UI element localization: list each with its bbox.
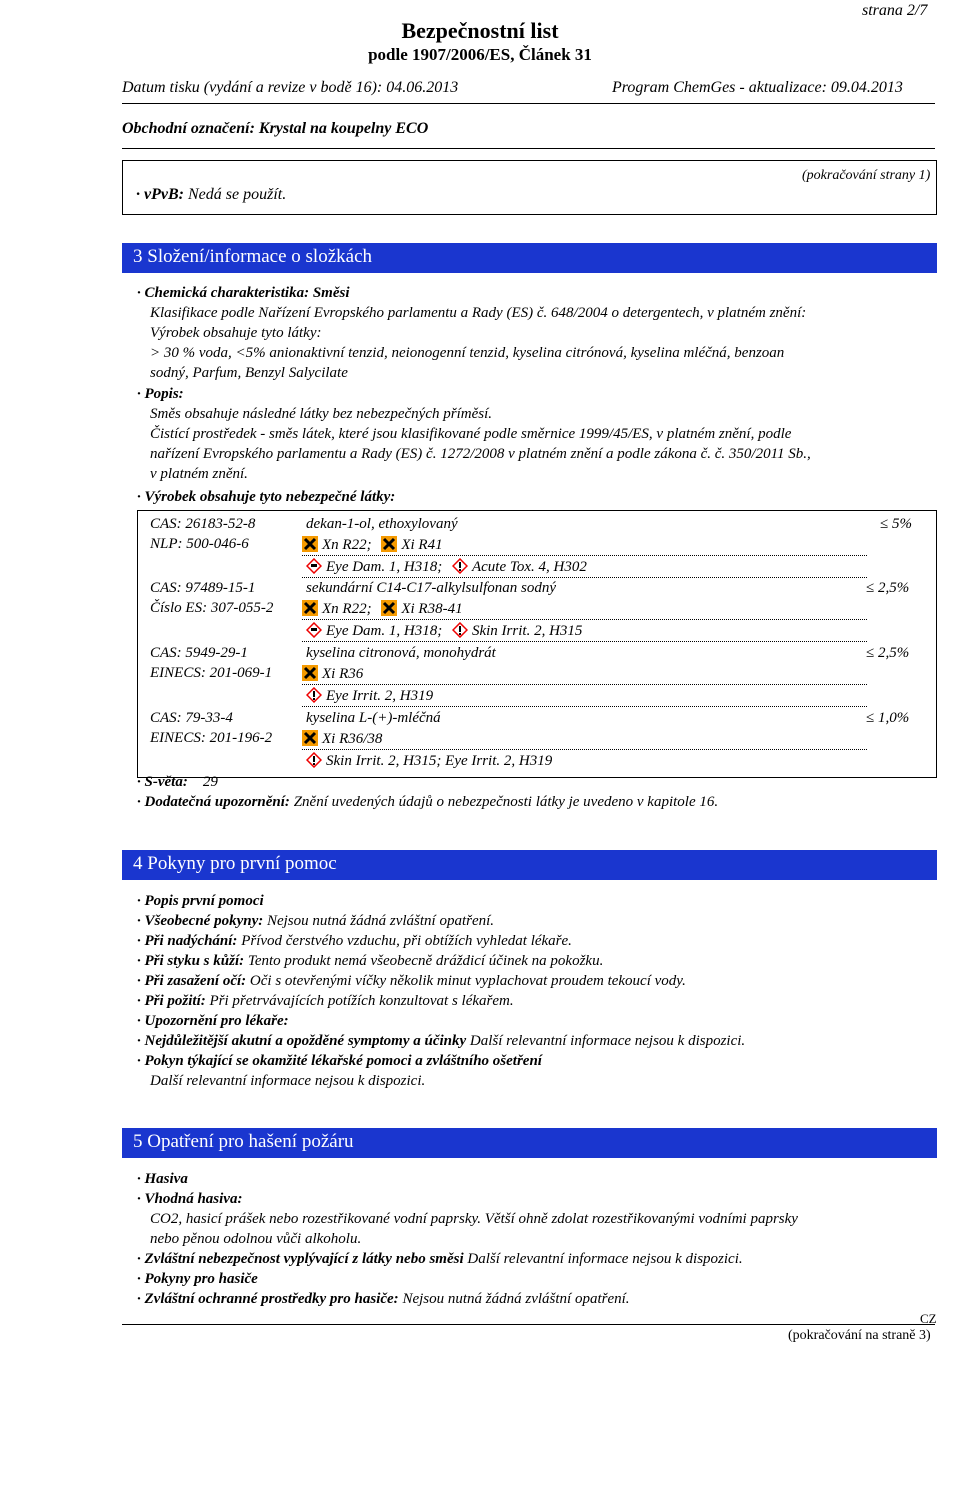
s4-l4-value: Tento produkt nemá všeobecně dráždicí účinek na pokožku. bbox=[247, 953, 604, 969]
s4-line9: · Pokyn týkající se okamžité lékařské pomoci a zvláštního ošetření bbox=[137, 1053, 542, 1069]
s4-l4-label: · Při styku s kůží: bbox=[137, 953, 245, 969]
s5-l5-label: · Zvláštní nebezpečnost vyplývající z látky nebo směsi bbox=[137, 1251, 464, 1267]
sub2-dsd-text: Xn R22; bbox=[322, 601, 372, 617]
s4-line3 bbox=[137, 933, 572, 950]
page-number: strana 2/7 bbox=[862, 2, 928, 19]
additional-value: Znění uvedených údajů o nebezpečnosti látky je uvedeno v kapitole 16. bbox=[293, 794, 719, 810]
s4-l5-label: · Při zasažení očí: bbox=[137, 973, 247, 989]
s4-l2-label: · Všeobecné pokyny: bbox=[137, 913, 264, 929]
sub4-pct bbox=[866, 710, 909, 727]
le-symbol: ≤ bbox=[880, 516, 889, 532]
sub4-dsd bbox=[302, 730, 382, 748]
s5-line6: · Pokyny pro hasiče bbox=[137, 1271, 258, 1287]
sub2-name: sekundární C14-C17-alkylsulfonan sodný bbox=[306, 580, 556, 596]
header-rule-2 bbox=[122, 148, 935, 149]
exclamation-icon bbox=[306, 752, 322, 768]
s-sentence-label: · S-věta: bbox=[137, 774, 188, 790]
dangerous-substances-label: · Výrobek obsahuje tyto nebezpečné látky: bbox=[137, 489, 396, 505]
harmful-x-icon bbox=[302, 600, 318, 616]
irritant-x-icon bbox=[381, 536, 397, 552]
corrosion-icon bbox=[306, 622, 322, 638]
section-4-header bbox=[122, 850, 937, 880]
s3-line4: sodný, Parfum, Benzyl Salycilate bbox=[150, 365, 348, 381]
sub3-id1: CAS: 5949-29-1 bbox=[150, 645, 248, 661]
sub3-dsd-text: Xi R36 bbox=[322, 666, 364, 682]
s5-line4: nebo pěnou odolnou vůči alkoholu. bbox=[150, 1231, 362, 1247]
s5-line2: · Vhodná hasiva: bbox=[137, 1191, 243, 1207]
vpvb-row bbox=[136, 186, 286, 204]
sub1-dsd2-text: Xi R41 bbox=[401, 537, 443, 553]
s-sentence-value: 29 bbox=[202, 774, 218, 790]
popis-label: · Popis: bbox=[137, 386, 184, 402]
s4-line10: Další relevantní informace nejsou k dispozici. bbox=[150, 1073, 426, 1089]
sub1-id1: CAS: 26183-52-8 bbox=[150, 516, 256, 532]
sub3-name: kyselina citronová, monohydrát bbox=[306, 645, 496, 661]
sub4-id1: CAS: 79-33-4 bbox=[150, 710, 233, 726]
vpvb-value: Nedá se použít. bbox=[187, 186, 287, 203]
s3-line3: > 30 % voda, <5% anionaktivní tenzid, neionogenní tenzid, kyselina citrónová, kyselina mléčná, benzoan bbox=[150, 345, 785, 361]
document-title: Bezpečnostní list bbox=[401, 18, 559, 43]
footer-rule bbox=[122, 1324, 935, 1325]
additional-label: · Dodatečná upozornění: bbox=[137, 794, 290, 810]
s3-line2: Výrobek obsahuje tyto látky: bbox=[150, 325, 322, 341]
s5-line5 bbox=[137, 1251, 743, 1268]
le-symbol: ≤ bbox=[866, 580, 875, 596]
s3-line5: Směs obsahuje následné látky bez nebezpečných příměsí. bbox=[150, 406, 492, 422]
s3-line6: Čistící prostředek - směs látek, které jsou klasifikované podle směrnice 1999/45/ES, v platném znění, podle bbox=[150, 426, 792, 442]
s5-l5-value: Další relevantní informace nejsou k dispozici. bbox=[467, 1251, 743, 1267]
sub1-clp2: Acute Tox. 4, H302 bbox=[471, 559, 587, 575]
sub3-dsd bbox=[302, 665, 363, 683]
sub1-pct bbox=[880, 516, 912, 533]
sub1-id2: NLP: 500-046-6 bbox=[150, 536, 249, 552]
s5-line7 bbox=[137, 1291, 630, 1308]
sub4-rule1 bbox=[302, 749, 867, 750]
footer-continuation: (pokračování na straně 3) bbox=[788, 1328, 931, 1343]
sub1-rule2 bbox=[302, 577, 867, 578]
sub1-pct-value: 5% bbox=[891, 516, 912, 532]
s4-line7: · Upozornění pro lékaře: bbox=[137, 1013, 289, 1029]
sub3-rule2 bbox=[302, 706, 867, 707]
s4-l8-label: · Nejdůležitější akutní a opožděné symptomy a účinky bbox=[137, 1033, 467, 1049]
section-5-header bbox=[122, 1128, 937, 1158]
sub2-id2: Číslo ES: 307-055-2 bbox=[150, 600, 274, 616]
sub2-clp2: Skin Irrit. 2, H315 bbox=[471, 623, 583, 639]
irritant-x-icon bbox=[302, 730, 318, 746]
header-rule bbox=[122, 103, 935, 104]
sub1-dsd bbox=[302, 536, 443, 554]
sub1-dsd-text: Xn R22; bbox=[322, 537, 372, 553]
vpvb-label: · vPvB: bbox=[136, 186, 184, 203]
s4-l3-value: Přívod čerstvého vzduchu, při obtížích vyhledat lékaře. bbox=[241, 933, 572, 949]
exclamation-icon bbox=[452, 558, 468, 574]
section-5-title: 5 Opatření pro hašení požáru bbox=[133, 1131, 354, 1152]
sub3-rule1 bbox=[302, 684, 867, 685]
sub2-clp1: Eye Dam. 1, H318; bbox=[326, 623, 443, 639]
section-3-header bbox=[122, 243, 937, 273]
s4-line6 bbox=[137, 993, 514, 1010]
print-date: Datum tisku (vydání a revize v bodě 16): 04.06.2013 bbox=[122, 79, 459, 96]
sub4-pct-value: 1,0% bbox=[877, 710, 910, 726]
s4-l2-value: Nejsou nutná žádná zvláštní opatření. bbox=[266, 913, 495, 929]
s5-l7-value: Nejsou nutná žádná zvláštní opatření. bbox=[402, 1291, 630, 1307]
sub3-clp bbox=[306, 687, 433, 705]
sub2-clp bbox=[306, 622, 582, 640]
sub2-pct bbox=[866, 580, 909, 597]
sub4-clp bbox=[306, 752, 552, 770]
s5-line1: · Hasiva bbox=[137, 1171, 188, 1187]
exclamation-icon bbox=[452, 622, 468, 638]
sub2-id1: CAS: 97489-15-1 bbox=[150, 580, 256, 596]
exclamation-icon bbox=[306, 687, 322, 703]
sub3-pct-value: 2,5% bbox=[877, 645, 910, 661]
corrosion-icon bbox=[306, 558, 322, 574]
trade-name: Obchodní označení: Krystal na koupelny ECO bbox=[122, 120, 429, 137]
program-version: Program ChemGes - aktualizace: 09.04.2013 bbox=[612, 79, 903, 96]
sub2-rule1 bbox=[302, 619, 867, 620]
sub4-dsd-text: Xi R36/38 bbox=[322, 731, 383, 747]
prev-continuation: (pokračování strany 1) bbox=[802, 168, 931, 183]
sub3-pct bbox=[866, 645, 909, 662]
s4-line4 bbox=[137, 953, 603, 970]
s5-line3: CO2, hasicí prášek nebo rozestřikované vodní paprsky. Větší ohně zdolat rozestřikovanými vodními paprsky bbox=[150, 1211, 798, 1227]
s4-line2 bbox=[137, 913, 494, 930]
s4-line1: · Popis první pomoci bbox=[137, 893, 264, 909]
sub4-name: kyselina L-(+)-mléčná bbox=[306, 710, 441, 726]
sub2-rule2 bbox=[302, 641, 867, 642]
additional-warnings bbox=[137, 794, 718, 811]
s4-line8 bbox=[137, 1033, 745, 1050]
irritant-x-icon bbox=[302, 665, 318, 681]
s4-l8-value: Další relevantní informace nejsou k dispozici. bbox=[469, 1033, 746, 1049]
s4-l6-label: · Při požití: bbox=[137, 993, 206, 1009]
sub1-clp bbox=[306, 558, 587, 576]
s4-l3-label: · Při nadýchání: bbox=[137, 933, 238, 949]
s3-line8: v platném znění. bbox=[150, 466, 248, 482]
le-symbol: ≤ bbox=[866, 710, 875, 726]
sub2-dsd bbox=[302, 600, 463, 618]
s4-line5 bbox=[137, 973, 686, 990]
section-4-title: 4 Pokyny pro první pomoc bbox=[133, 853, 337, 874]
s3-line1: Klasifikace podle Nařízení Evropského parlamentu a Rady (ES) č. 648/2004 o detergentech, v platném znění: bbox=[150, 305, 807, 321]
footer-lang: CZ bbox=[920, 1311, 937, 1326]
chem-char: · Chemická charakteristika: Směsi bbox=[137, 285, 350, 301]
sub2-pct-value: 2,5% bbox=[877, 580, 910, 596]
sub1-clp1: Eye Dam. 1, H318; bbox=[326, 559, 443, 575]
sub2-dsd2-text: Xi R38-41 bbox=[401, 601, 463, 617]
sub1-rule1 bbox=[302, 555, 867, 556]
s-sentence bbox=[137, 774, 218, 791]
sub3-clp1: Eye Irrit. 2, H319 bbox=[326, 688, 434, 704]
s4-l5-value: Oči s otevřenými víčky několik minut vyplachovat proudem tekoucí vody. bbox=[249, 973, 686, 989]
sub3-id2: EINECS: 201-069-1 bbox=[150, 665, 273, 681]
irritant-x-icon bbox=[381, 600, 397, 616]
sub1-name: dekan-1-ol, ethoxylovaný bbox=[306, 516, 458, 532]
le-symbol: ≤ bbox=[866, 645, 875, 661]
s5-l7-label: · Zvláštní ochranné prostředky pro hasiče: bbox=[137, 1291, 399, 1307]
sub4-id2: EINECS: 201-196-2 bbox=[150, 730, 273, 746]
s3-line7: nařízení Evropského parlamentu a Rady (ES) č. 1272/2008 v platném znění a podle zákona č. č. 350/2011 Sb., bbox=[150, 446, 811, 462]
s4-l6-value: Při přetrvávajících potížích konzultovat s lékařem. bbox=[209, 993, 514, 1009]
section-3-title: 3 Složení/informace o složkách bbox=[133, 246, 373, 267]
harmful-x-icon bbox=[302, 536, 318, 552]
document-subtitle: podle 1907/2006/ES, Článek 31 bbox=[368, 45, 592, 64]
sub4-clp1: Skin Irrit. 2, H315; Eye Irrit. 2, H319 bbox=[326, 753, 553, 769]
